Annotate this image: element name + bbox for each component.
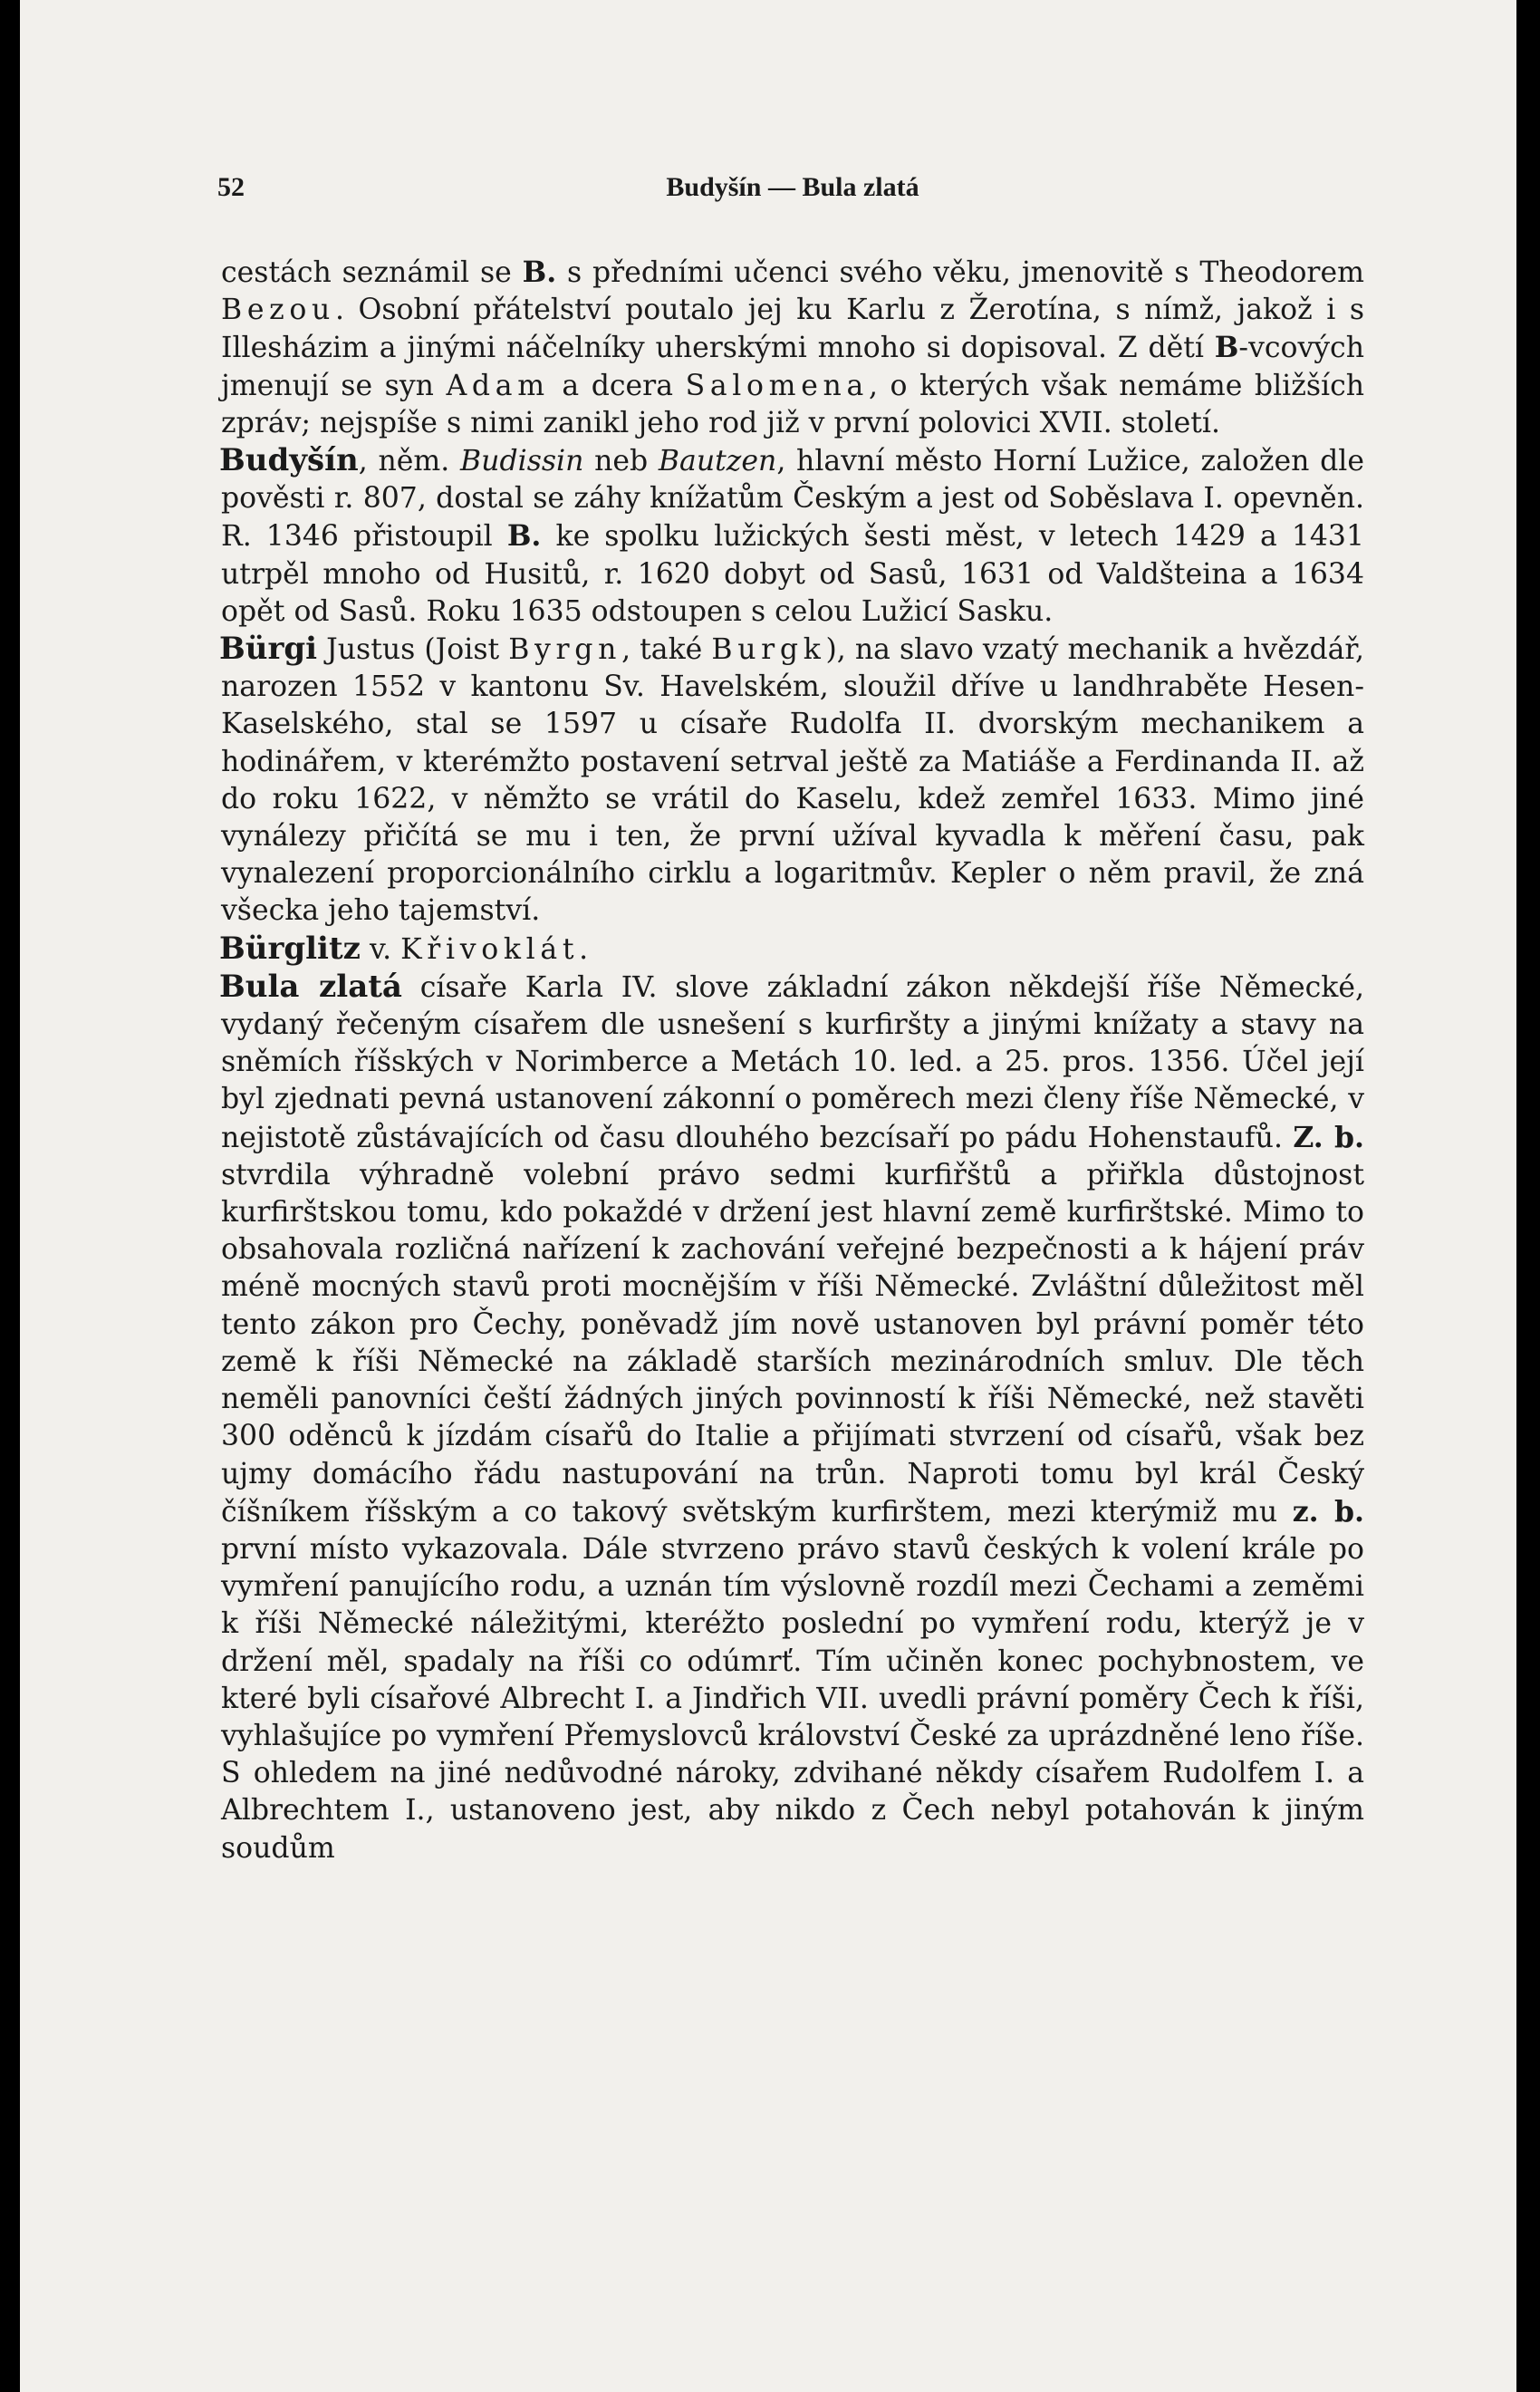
headword-burgi: Bürgi — [219, 631, 318, 668]
entry-burglitz: Bürglitz v. Křivoklát. — [219, 930, 593, 967]
book-page — [20, 0, 1516, 2392]
page-number: 52 — [217, 172, 245, 202]
running-header — [217, 172, 1364, 227]
entry-budysin: Budyšín, něm. Budissin neb Bautzen, hlavní město Horní Lužice, založen dle pověsti r. 807, dostal se záhy knížatům Českým a jest od Soběslava I. opevněn. R. 1346 přistoupil B. ke spolku lužických šesti měst, v letech 1429 a 1431 utrpěl mnoho od Husitů, r. 1620 dobyt od Sasů, 1631 od Valdšteina a 1634 opět od Sasů. Roku 1635 odstoupen s celou Lužicí Sasku. — [219, 442, 1365, 628]
page-content — [217, 172, 1365, 1867]
running-title: Budyšín — Bula zlatá — [666, 172, 919, 202]
headword-budysin: Budyšín — [219, 442, 359, 479]
body-text — [221, 254, 1364, 1867]
continuation-paragraph: cestách seznámil se B. s předními učenci svého věku, jmenovitě s Theodorem Bezou. Osobní přátelství poutalo jej ku Karlu z Žerotína, s nímž, jakož i s Illesházim a jinými náčelníky uherskými mnoho si dopisoval. Z dětí B-vcových jmenují se syn Adam a dcera Salomena, o kterých však nemáme bližších zpráv; nejspíše s nimi zanikl jeho rod již v první polovici XVII. století. — [221, 256, 1365, 439]
headword-burglitz: Bürglitz — [219, 930, 361, 967]
entry-bula-zlata: Bula zlatá císaře Karla IV. slove základní zákon někdejší říše Německé, vydaný řečeným císařem dle usnešení s kurfiršty a jinými knížaty a stavy na sněmích říšských v Norimberce a Metách 10. led. a 25. pros. 1356. Účel její byl zjednati pevná ustanovení zákonní o poměrech mezi členy říše Německé, v nejistotě zůstávajících od času dlouhého bezcísaří po pádu Hohenstaufů. Z. b. stvrdila výhradně volební právo sedmi kurfiřštů a přiřkla důstojnost kurfirštskou tomu, kdo pokaždé v držení jest hlavní země kurfirštské. Mimo to obsahovala rozličná nařízení k zachování veřejné bezpečnosti a k hájení práv méně mocných stavů proti mocnějším v říši Německé. Zvláštní důležitost měl tento zákon pro Čechy, poněvadž jím nově ustanoven byl právní poměr této země k říši Německé na základě starších mezinárodních smluv. Dle těch neměli panovníci čeští žádných jiných povinností k říši Německé, než stavěti 300 oděnců k jízdám císařů do Italie a přijímati stvrzení od císařů, však bez ujmy domácího řádu nastupování na trůn. Naproti tomu byl král Český číšníkem říšským a co takový světským kurfirštem, mezi kterýmiž mu z. b. první místo vykazovala. Dále stvrzeno právo stavů českých k volení krále po vymření panujícího rodu, a uznán tím výslovně rozdíl mezi Čechami a zeměmi k říši Německé náležitými, kteréžto poslední po vymření rodu, kterýž je v držení měl, spadaly na říši co odúmrť. Tím učiněn konec pochybnostem, ve které byli císařové Albrecht I. a Jindřich VII. uvedli právní poměry Čech k říši, vyhlašujíce po vymření Přemyslovců království České za uprázdněné leno říše. S ohledem na jiné nedůvodné nároky, zdvihané někdy císařem Rudolfem I. a Albrechtem I., ustanoveno jest, aby nikdo z Čech nebyl potahován k jiným soudům — [219, 968, 1364, 1865]
entry-burgi: Bürgi Justus (Joist Byrgn, také Burgk), na slavo vzatý mechanik a hvězdář, narozen 1552 v kantonu Sv. Havelském, sloužil dříve u landhraběte Hesen-Kaselského, stal se 1597 u císaře Rudolfa II. dvorským mechanikem a hodinářem, v kterémžto postavení setrval ještě za Matiáše a Ferdinanda II. až do roku 1622, v němžto se vrátil do Kaselu, kdež zemřel 1633. Mimo jiné vynálezy přičítá se mu i ten, že první užíval kyvadla k měření času, pak vynalezení proporcionálního cirklu a logaritmův. Kepler o něm pravil, že zná všecka jeho tajemství. — [219, 631, 1365, 928]
headword-bula-zlata: Bula zlatá — [219, 968, 402, 1005]
